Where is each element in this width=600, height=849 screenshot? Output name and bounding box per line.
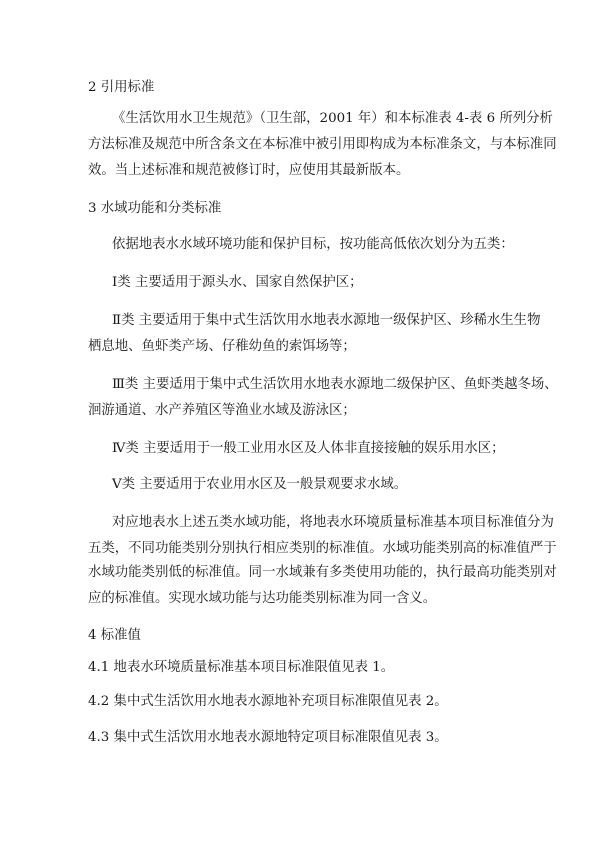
summary-line-3: 水域功能类别低的标准值。同一水域兼有多类使用功能的，执行最高功能类别对	[88, 565, 557, 580]
class-2-line-1: Ⅱ类 主要适用于集中式生活饮用水地表水源地一级保护区、珍稀水生生物	[112, 313, 541, 328]
class-4-line-1: Ⅳ类 主要适用于一般工业用水区及人体非直接接触的娱乐用水区；	[112, 441, 505, 456]
class-2-line-2: 栖息地、鱼虾类产场、仔稚幼鱼的索饵场等；	[88, 339, 356, 354]
section-4-item-2: 4.2 集中式生活饮用水地表水源地补充项目标准限值见表 2。	[88, 694, 448, 709]
section-2-para-line-1: 《生活饮用水卫生规范》（卫生部，2001 年）和本标准表 4-表 6 所列分析	[112, 111, 553, 126]
section-4-item-3: 4.3 集中式生活饮用水地表水源地特定项目标准限值见表 3。	[88, 730, 448, 745]
section-4-heading: 4 标准值	[88, 628, 141, 643]
section-3-heading: 3 水域功能和分类标准	[88, 201, 222, 216]
class-5-line-1: Ⅴ类 主要适用于农业用水区及一般景观要求水域。	[112, 477, 408, 492]
class-1-line-1: Ⅰ类 主要适用于源头水、国家自然保护区；	[112, 275, 363, 290]
section-2-para-line-2: 方法标准及规范中所含条文在本标准中被引用即构成为本标准条文，与本标准同	[88, 137, 557, 152]
class-3-line-2: 洄游通道、水产养殖区等渔业水域及游泳区；	[88, 403, 356, 418]
class-3-line-1: Ⅲ类 主要适用于集中式生活饮用水地表水源地二级保护区、鱼虾类越冬场、	[112, 377, 558, 392]
section-4-item-1: 4.1 地表水环境质量标准基本项目标准限值见表 1。	[88, 660, 395, 675]
summary-line-1: 对应地表水上述五类水域功能，将地表水环境质量标准基本项目标准值分为	[112, 515, 554, 530]
section-2-heading: 2 引用标准	[88, 80, 155, 95]
section-2-para-line-3: 效。当上述标准和规范被修订时，应使用其最新版本。	[88, 163, 410, 178]
summary-line-4: 应的标准值。实现水域功能与达功能类别标准为同一含义。	[88, 591, 437, 606]
summary-line-2: 五类，不同功能类别分别执行相应类别的标准值。水域功能类别高的标准值严于	[88, 541, 557, 556]
section-3-intro: 依据地表水水域环境功能和保护目标，按功能高低依次划分为五类：	[112, 237, 514, 252]
